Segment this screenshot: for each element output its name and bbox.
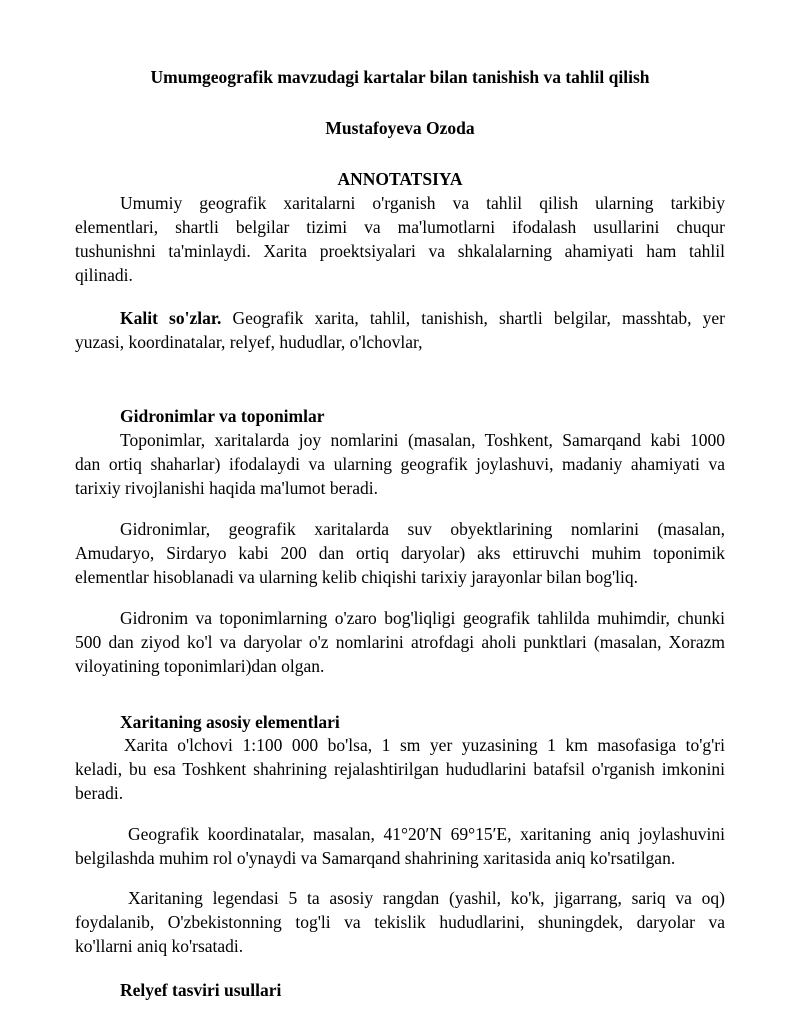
text-line: dan ortiq shaharlar) ifodalaydi va ularning geografik joylashuvi, madaniy ahamiyati va xyxy=(75,454,725,474)
text-line: viloyatining toponimlari)dan olgan. xyxy=(75,656,325,676)
section1-paragraph-1 xyxy=(75,428,725,500)
document-title: Umumgeografik mavzudagi kartalar bilan tanishish va tahlil qilish xyxy=(150,67,650,87)
section1-paragraph-2 xyxy=(75,517,725,589)
annotation-paragraph xyxy=(75,191,725,287)
text-line: 500 dan ziyod ko'l va daryolar o'z nomlarini atrofdagi aholi punktlari (masalan, Xorazm xyxy=(75,632,725,652)
text-line: Gidronim va toponimlarning o'zaro bog'liqligi geografik tahlilda muhimdir, chunki xyxy=(120,608,725,628)
keywords-paragraph xyxy=(75,306,725,354)
text-line: ko'llarni aniq ko'rsatadi. xyxy=(75,936,244,956)
text-line: Amudaryo, Sirdaryo kabi 200 dan ortiq daryolar) aks ettiruvchi muhim toponimik xyxy=(75,543,725,563)
text-line: Geografik koordinatalar, masalan, 41°20′N 69°15′E, xaritaning aniq joylashuvini xyxy=(128,824,725,844)
text-line: foydalanib, O'zbekistonning tog'li va tekislik hududlarini, shuningdek, daryolar va xyxy=(75,912,725,932)
text-line: beradi. xyxy=(75,783,124,803)
text-line: belgilashda muhim rol o'ynaydi va Samarqand shahrining xaritasida aniq ko'rsatilgan. xyxy=(75,848,676,868)
text-line: Toponimlar, xaritalarda joy nomlarini (masalan, Toshkent, Samarqand kabi 1000 xyxy=(120,430,725,450)
text-line: Umumiy geografik xaritalarni o'rganish va tahlil qilish ularning tarkibiy xyxy=(120,193,725,213)
section2-paragraph-1 xyxy=(75,733,725,805)
section-heading-relyef: Relyef tasviri usullari xyxy=(120,980,282,1000)
keywords-line-1: Geografik xarita, tahlil, tanishish, shartli belgilar, masshtab, yer xyxy=(232,308,725,328)
text-line: tushunishni ta'minlaydi. Xarita proektsiyalari va shkalalarning ahamiyati ham tahlil xyxy=(75,241,725,261)
text-line: keladi, bu esa Toshkent shahrining rejalashtirilgan hududlarini batafsil o'rganish imkonini xyxy=(75,759,725,779)
keywords-label: Kalit so'zlar. xyxy=(120,308,222,328)
text-line: Xaritaning legendasi 5 ta asosiy rangdan (yashil, ko'k, jigarrang, sariq va oq) xyxy=(128,888,725,908)
text-line: qilinadi. xyxy=(75,265,133,285)
section2-paragraph-2 xyxy=(75,822,725,870)
section-heading-xarita-elementlari: Xaritaning asosiy elementlari xyxy=(120,712,340,732)
text-line: Xarita o'lchovi 1:100 000 bo'lsa, 1 sm yer yuzasining 1 km masofasiga to'g'ri xyxy=(124,735,725,755)
text-line: yuzasi, koordinatalar, relyef, hududlar, o'lchovlar, xyxy=(75,332,423,352)
text-line: Gidronimlar, geografik xaritalarda suv obyektlarining nomlarini (masalan, xyxy=(120,519,725,539)
text-line: elementlari, shartli belgilar tizimi va ma'lumotlarni ifodalash usullarini chuqur xyxy=(75,217,725,237)
section2-paragraph-3 xyxy=(75,886,725,958)
text-line: tarixiy rivojlanishi haqida ma'lumot beradi. xyxy=(75,478,379,498)
author-name: Mustafoyeva Ozoda xyxy=(325,118,475,138)
section1-paragraph-3 xyxy=(75,606,725,678)
text-line: elementlar hisoblanadi va ularning kelib chiqishi tarixiy jarayonlar bilan bog'liq. xyxy=(75,567,638,587)
text-line xyxy=(75,306,725,330)
annotation-heading: ANNOTATSIYA xyxy=(337,169,463,189)
section-heading-gidronimlar: Gidronimlar va toponimlar xyxy=(120,406,325,426)
